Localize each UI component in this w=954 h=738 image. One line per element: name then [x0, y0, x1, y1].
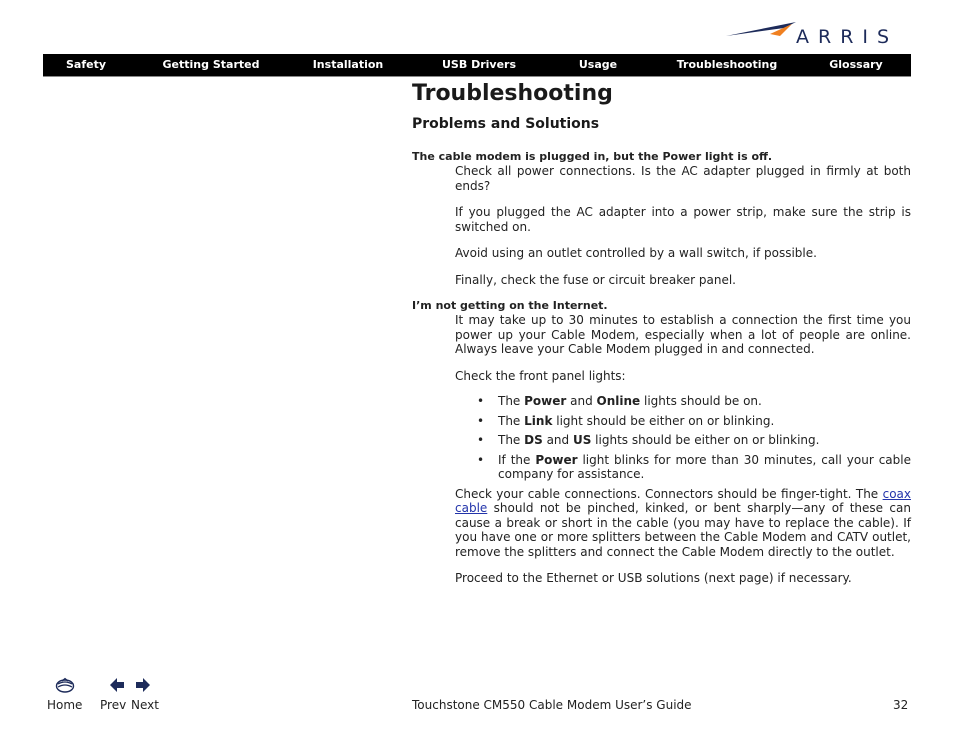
nav-installation[interactable]: Installation	[312, 58, 384, 71]
question-power-light: The cable modem is plugged in, but the Power light is off.	[412, 150, 773, 163]
list-item: • The Link light should be either on or blinking.	[477, 413, 775, 428]
nav-safety[interactable]: Safety	[65, 58, 107, 71]
answer-paragraph: Finally, check the fuse or circuit breaker panel.	[455, 272, 736, 287]
logo-wordmark: ARRIS	[796, 26, 899, 48]
section-subtitle: Problems and Solutions	[412, 116, 600, 132]
lights-list	[455, 394, 911, 482]
answer-paragraph: Proceed to the Ethernet or USB solutions (next page) if necessary.	[455, 571, 852, 585]
next-button[interactable]	[135, 677, 151, 697]
page-title: Troubleshooting	[412, 81, 613, 106]
nav-usb-drivers[interactable]: USB Drivers	[442, 58, 516, 71]
answer-paragraph: Check all power connections. Is the AC adapter plugged in firmly at both ends?	[455, 164, 911, 193]
nav-glossary[interactable]: Glossary	[829, 58, 883, 71]
home-label[interactable]: Home	[47, 698, 83, 712]
next-label[interactable]: Next	[131, 698, 159, 712]
list-item: • The Power and Online lights should be on.	[477, 394, 762, 408]
answer-paragraph: Check the front panel lights:	[455, 368, 626, 383]
answer-paragraph: Avoid using an outlet controlled by a wall switch, if possible.	[455, 246, 817, 260]
nav-troubleshooting[interactable]: Troubleshooting	[676, 58, 778, 71]
answer-paragraph: It may take up to 30 minutes to establish a connection the first time you power up your Cable Modem, especially when a lot of people are online. Always leave your Cable Modem plugged in and connected.	[455, 313, 911, 356]
prev-button[interactable]	[109, 677, 125, 697]
home-button[interactable]	[55, 677, 75, 697]
coax-cable-link[interactable]: coax cable	[455, 486, 911, 515]
list-item: • The DS and US lights should be either on or blinking.	[477, 433, 820, 447]
question-internet: I’m not getting on the Internet.	[412, 299, 608, 312]
prev-label[interactable]: Prev	[100, 698, 127, 712]
answer-paragraph: If you plugged the AC adapter into a power strip, make sure the strip is switched on.	[455, 205, 911, 234]
answer-internet	[455, 313, 911, 586]
page-number: 32	[893, 698, 909, 712]
top-nav	[43, 54, 911, 76]
answer-paragraph: Check your cable connections. Connectors should be finger-tight. The coax cable should not be pinched, kinked, or bent sharply—any of these can cause a break or short in the cable (you may have to replace the cable). If you have one or more splitters between the Cable Modem and CATV outlet, remove the splitters and connect the Cable Modem directly to the outlet.	[455, 486, 911, 559]
arrow-left-icon	[109, 677, 125, 693]
answer-power-light	[455, 164, 911, 287]
nav-getting-started[interactable]: Getting Started	[162, 58, 260, 71]
guide-title: Touchstone CM550 Cable Modem User’s Guide	[412, 698, 692, 712]
list-item: • If the Power light blinks for more than 30 minutes, call your cable company for assistance.	[477, 452, 911, 481]
nav-usage[interactable]: Usage	[578, 58, 618, 71]
nav-divider	[43, 76, 911, 77]
arrow-right-icon	[135, 677, 151, 693]
main-content	[412, 80, 911, 586]
home-icon	[55, 677, 75, 693]
